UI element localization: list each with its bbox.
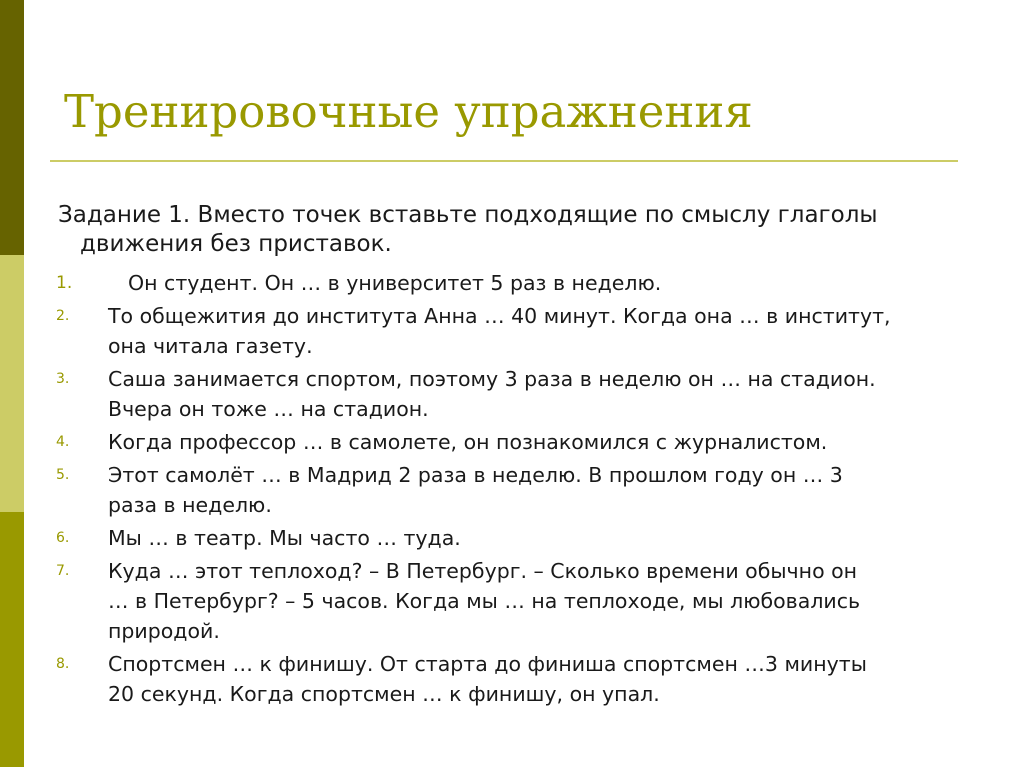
side-bar-olive — [0, 512, 24, 767]
exercise-line: Вчера он тоже … на стадион. — [108, 397, 429, 421]
exercise-line: Куда … этот теплоход? – В Петербург. – Сколько времени обычно он — [108, 559, 858, 583]
exercise-text — [108, 523, 976, 553]
exercise-line: природой. — [108, 619, 220, 643]
exercise-line: Спортсмен … к финишу. От старта до финиша спортсмен …3 минуты — [108, 652, 867, 676]
side-bar-dark — [0, 0, 24, 255]
task-heading — [58, 201, 998, 259]
exercise-text — [108, 427, 976, 457]
exercise-line: Саша занимается спортом, поэтому 3 раза в неделю он … на стадион. — [108, 367, 876, 391]
exercise-line: … в Петербург? – 5 часов. Когда мы … на теплоходе, мы любовались — [108, 589, 861, 613]
exercise-item — [56, 427, 976, 457]
exercise-line: Мы … в театр. Мы часто … туда. — [108, 526, 461, 550]
exercise-number: 3. — [56, 371, 70, 387]
exercise-number: 1. — [56, 273, 73, 293]
exercise-item — [56, 649, 976, 709]
exercise-item — [56, 268, 976, 298]
exercise-text — [108, 556, 976, 646]
title-divider — [50, 160, 958, 162]
exercise-text — [108, 460, 976, 520]
exercise-line: Этот самолёт … в Мадрид 2 раза в неделю. В прошлом году он … 3 — [108, 463, 843, 487]
side-bar-light — [0, 255, 24, 512]
exercise-number: 4. — [56, 434, 70, 450]
exercise-text — [108, 364, 976, 424]
exercise-number: 7. — [56, 563, 70, 579]
exercise-line: раза в неделю. — [108, 493, 272, 517]
exercise-item — [56, 364, 976, 424]
exercise-number: 8. — [56, 656, 70, 672]
exercise-line: 20 секунд. Когда спортсмен … к финишу, он упал. — [108, 682, 660, 706]
slide-title: Тренировочные упражнения — [64, 85, 753, 138]
exercise-list — [56, 268, 976, 712]
exercise-item — [56, 460, 976, 520]
task-line-2: движения без приставок. — [80, 231, 392, 257]
exercise-line: Он студент. Он … в университет 5 раз в неделю. — [128, 271, 662, 295]
exercise-number: 6. — [56, 530, 70, 546]
exercise-item — [56, 301, 976, 361]
exercise-number: 5. — [56, 467, 70, 483]
exercise-line: То общежития до института Анна … 40 минут. Когда она … в институт, — [108, 304, 891, 328]
exercise-text — [108, 649, 976, 709]
exercise-line: она читала газету. — [108, 334, 313, 358]
task-line-1: Задание 1. Вместо точек вставьте подходящие по смыслу глаголы — [58, 202, 878, 228]
exercise-line: Когда профессор … в самолете, он познакомился с журналистом. — [108, 430, 828, 454]
exercise-item — [56, 523, 976, 553]
exercise-item — [56, 556, 976, 646]
exercise-number: 2. — [56, 308, 70, 324]
exercise-text — [108, 268, 976, 298]
exercise-text — [108, 301, 976, 361]
